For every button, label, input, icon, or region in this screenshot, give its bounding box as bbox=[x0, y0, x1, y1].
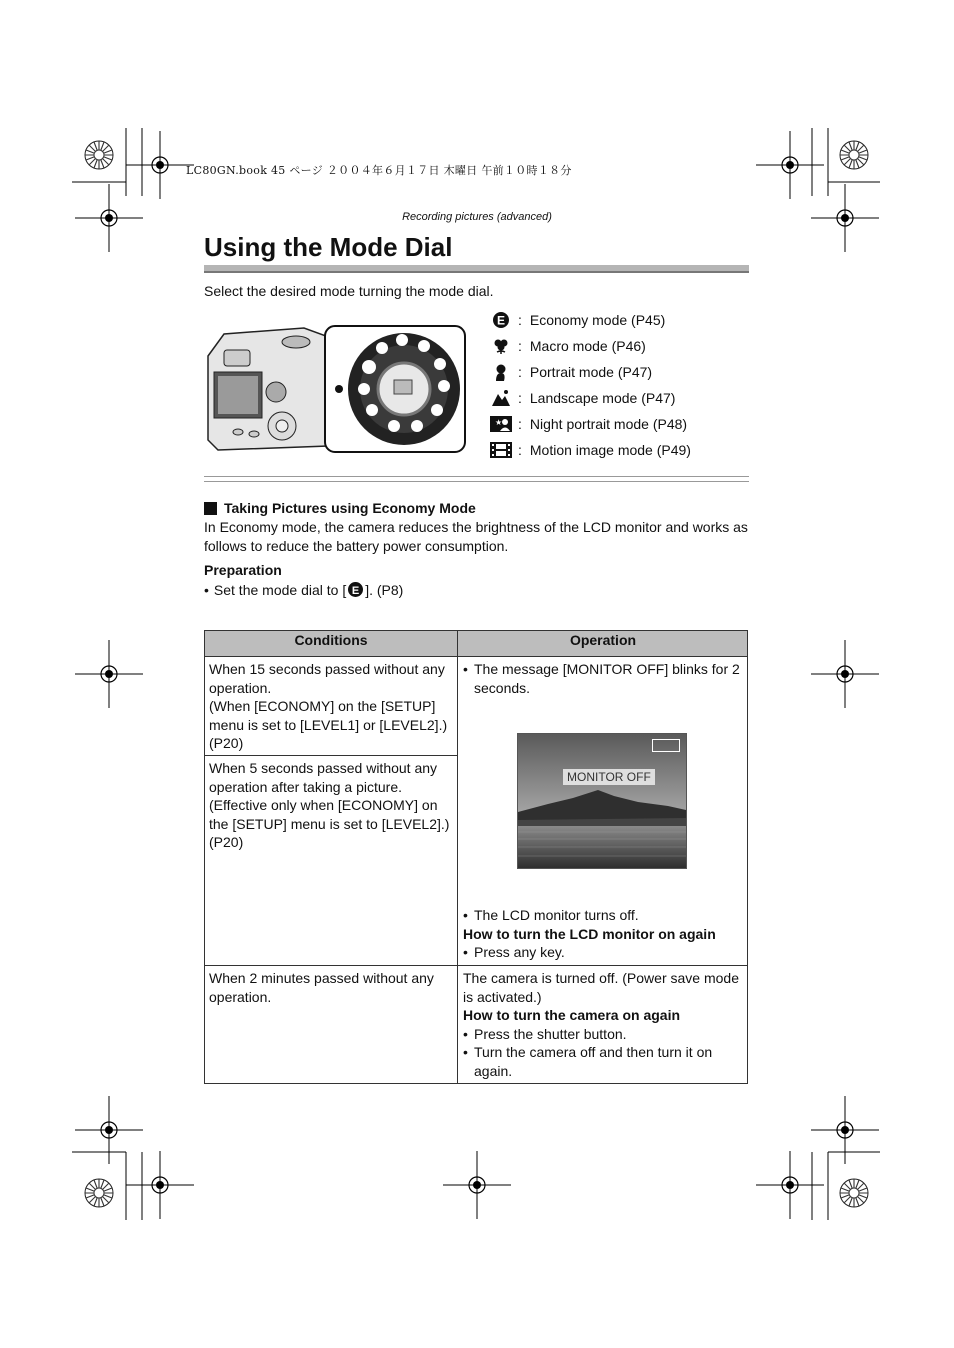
economy-description: In Economy mode, the camera reduces the brightness of the LCD monitor and works as follows to reduce the battery power consumption. bbox=[204, 519, 748, 554]
mode-item-macro: : Macro mode (P46) bbox=[490, 333, 750, 359]
mode-label: Portrait mode (P47) bbox=[529, 364, 653, 380]
op-bullet-text: Press any key. bbox=[474, 944, 565, 960]
op-bullet-text: Press the shutter button. bbox=[474, 1025, 627, 1042]
op-bullet-text: The LCD monitor turns off. bbox=[474, 907, 639, 923]
landscape-icon bbox=[490, 388, 512, 408]
camera-body bbox=[208, 328, 328, 450]
condition-cell: When 5 seconds passed without any operation after taking a picture. (Effective only when [ECONOMY] on the [SETUP] menu is set to [LEVEL2].) (P20) bbox=[209, 760, 450, 850]
preparation-heading: Preparation bbox=[204, 562, 282, 578]
op-how-heading: How to turn the LCD monitor on again bbox=[463, 925, 716, 942]
battery-icon bbox=[652, 739, 680, 752]
camera-mode-dial-illustration bbox=[204, 322, 468, 456]
svg-text:E: E bbox=[352, 584, 360, 597]
mode-label: Motion image mode (P49) bbox=[529, 442, 691, 458]
condition-cell: When 15 seconds passed without any operation. (When [ECONOMY] on the [SETUP] menu is set to [LEVEL1] or [LEVEL2].) (P20) bbox=[209, 661, 448, 751]
header-conditions: Conditions bbox=[294, 632, 368, 648]
mode-label: Night portrait mode (P48) bbox=[529, 416, 688, 432]
intro-text: Select the desired mode turning the mode dial. bbox=[204, 283, 494, 299]
monitor-off-message: MONITOR OFF bbox=[563, 769, 655, 785]
night-portrait-icon bbox=[490, 414, 512, 434]
section-label: Recording pictures (advanced) bbox=[402, 211, 552, 223]
svg-text:★: ★ bbox=[495, 418, 503, 427]
portrait-icon bbox=[490, 362, 512, 382]
title-rule bbox=[204, 265, 749, 273]
header-operation: Operation bbox=[569, 632, 637, 648]
mode-label: Landscape mode (P47) bbox=[529, 390, 676, 406]
op-bullet-text: The message [MONITOR OFF] blinks for 2 seconds. bbox=[474, 661, 740, 696]
economy-icon bbox=[490, 310, 512, 330]
mode-item-portrait: : Portrait mode (P47) bbox=[490, 359, 750, 385]
mode-dial bbox=[348, 333, 460, 445]
preparation-step: • Set the mode dial to [ E ]. (P8) bbox=[204, 581, 404, 598]
condition-cell: When 2 minutes passed without any operation. bbox=[209, 970, 434, 1005]
section-divider bbox=[204, 476, 749, 482]
mode-item-landscape: : Landscape mode (P47) bbox=[490, 385, 750, 411]
mode-item-night-portrait: ★ : Night portrait mode (P48) bbox=[490, 411, 750, 437]
operation-cell-monitor: • The message [MONITOR OFF] blinks for 2 seconds. bbox=[458, 657, 748, 700]
op-bullet-text: Turn the camera off and then turn it on again. bbox=[474, 1044, 713, 1079]
motion-image-icon bbox=[490, 440, 512, 460]
page-title: Using the Mode Dial bbox=[204, 232, 453, 262]
op-how-heading: How to turn the camera on again bbox=[463, 1007, 681, 1023]
economy-section-title-text: Taking Pictures using Economy Mode bbox=[224, 500, 476, 516]
print-header: LC80GN.book 45 ページ ２００４年６月１７日 木曜日 午前１０時１８分 bbox=[186, 164, 572, 177]
mode-list bbox=[490, 307, 750, 463]
lcd-monitor-screen bbox=[517, 733, 687, 869]
dial-pointer bbox=[335, 385, 343, 393]
svg-text:E: E bbox=[496, 313, 506, 328]
economy-section-title bbox=[204, 500, 476, 516]
op-text: The camera is turned off. (Power save mode is activated.) bbox=[463, 970, 739, 1005]
economy-icon bbox=[347, 581, 364, 598]
mode-label: Macro mode (P46) bbox=[529, 338, 646, 354]
operation-cell-monitor-after: • The LCD monitor turns off. How to turn the LCD monitor on again • Press any key. bbox=[458, 903, 748, 965]
mode-item-motion-image: : Motion image mode (P49) bbox=[490, 437, 750, 463]
section-square-icon bbox=[204, 502, 217, 515]
preparation-prefix: Set the mode dial to [ bbox=[213, 581, 347, 598]
mode-label: Economy mode (P45) bbox=[529, 312, 666, 328]
operation-cell-power: The camera is turned off. (Power save mode is activated.) How to turn the camera on again • Press the shutter button. • Turn the camera off and then turn it on again. bbox=[458, 966, 748, 1083]
mode-item-economy: E : Economy mode (P45) bbox=[490, 307, 750, 333]
landscape-photo bbox=[518, 734, 686, 868]
macro-icon bbox=[490, 336, 512, 356]
preparation-suffix: ]. (P8) bbox=[365, 581, 404, 598]
